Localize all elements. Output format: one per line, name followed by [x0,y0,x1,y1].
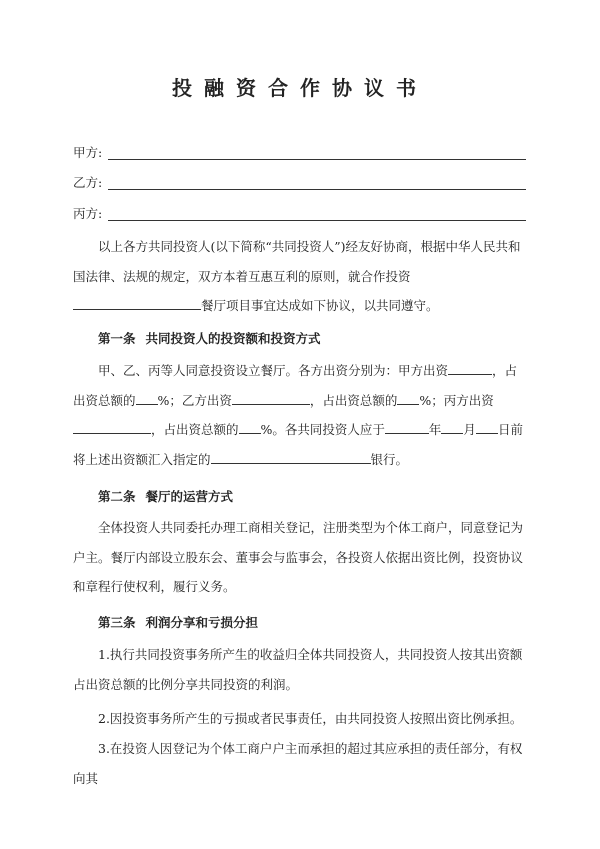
article-1-number: 第一条 [98,331,136,346]
day-blank [476,421,498,434]
intro-text-1: 以上各方共同投资人(以下简称“共同投资人”)经友好协商，根据中华人民共和国法律、法规的规定，双方本着互惠互利的原则，就合作投资 [73,239,521,284]
restaurant-name-blank [73,297,201,310]
article-1-text: 日前将上述出资额汇入指定的 [73,422,523,467]
article-3-title: 利润分享和亏损分担 [145,615,259,630]
article-1-text: 银行。 [370,451,409,467]
article-3-item-1: 1.执行共同投资事务所产生的收益归全体共同投资人，共同投资人按其出资额占出资总额的比例分享共同投资的利润。 [73,647,523,692]
party-b-line [73,172,533,194]
party-a-line [73,142,533,164]
bank-name-blank [211,451,371,464]
article-2-title: 餐厅的运营方式 [145,489,234,504]
article-1-text: %；丙方出资 [419,392,494,408]
party-c-amount-blank [73,421,151,434]
party-c-label: 丙方: [73,206,103,221]
article-1-text: %。各共同投资人应于 [260,422,385,437]
article-1-text: ，占出资总额的 [309,392,398,408]
article-2-heading [98,486,233,508]
article-1-text: %；乙方出资 [157,392,232,408]
party-a-percent-blank [136,392,158,405]
article-1-title: 共同投资人的投资额和投资方式 [145,331,321,346]
article-1-paragraph [73,356,528,474]
month-blank [441,421,463,434]
party-b-blank [108,189,526,190]
party-c-line [73,203,533,225]
party-a-label: 甲方: [73,145,103,160]
party-b-amount-blank [232,392,310,405]
article-1-heading [98,328,321,350]
party-c-blank [108,220,526,221]
article-1-text: 月 [463,422,476,437]
party-c-percent-blank [239,421,261,434]
party-a-blank [108,159,526,160]
article-1-text: 年 [428,422,442,437]
article-2-number: 第二条 [98,489,136,504]
article-3-heading [98,612,258,634]
article-1-text: ，占出资总额的 [151,422,239,437]
article-1-text: ，占出资总额的 [73,363,518,408]
document-title: 投融资合作协议书 [172,76,428,100]
intro-text-2: 餐厅项目事宜达成如下协议，以共同遵守。 [201,298,439,313]
article-1-text: 甲、乙、丙等人同意投资设立餐厅。各方出资分别为：甲方出资 [98,363,449,378]
article-2-paragraph: 全体投资人共同委托办理工商相关登记，注册类型为个体工商户，同意登记为户主。餐厅内部设立股东会、董事会与监事会，各投资人依据出资比例，投资协议和章程行使权利，履行义务。 [73,520,524,594]
party-b-percent-blank [397,392,419,405]
party-b-label: 乙方: [73,175,103,190]
article-3-number: 第三条 [98,615,136,630]
intro-paragraph [73,232,528,321]
article-3-item-2: 2.因投资事务所产生的亏损或者民事责任，由共同投资人按照出资比例承担。 [98,711,523,726]
party-a-amount-blank [448,362,492,375]
year-blank [385,421,429,434]
article-3-item-3: 3.在投资人因登记为个体工商户户主而承担的超过其应承担的责任部分，有权向其 [73,741,523,786]
